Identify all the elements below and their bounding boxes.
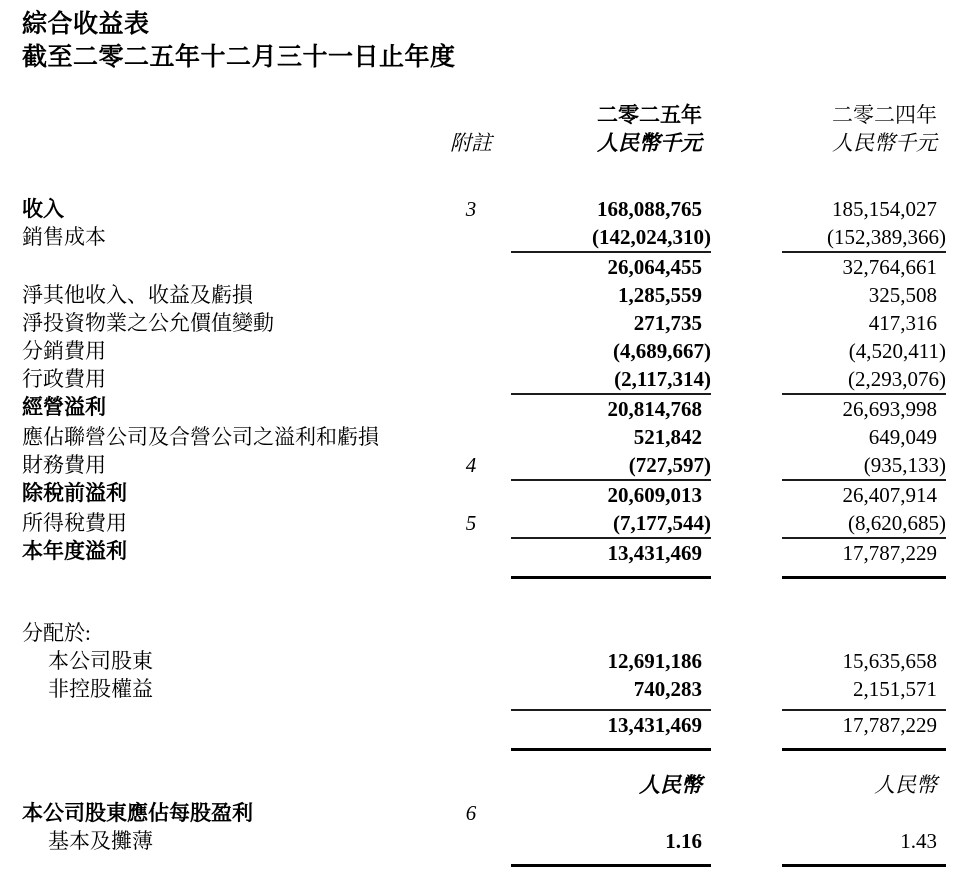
spacer-cell: [501, 537, 511, 579]
spacer-cell: [501, 799, 511, 827]
statement-title: 綜合收益表: [22, 11, 150, 38]
row-note: 4: [465, 453, 477, 477]
value-2025: 20,609,013: [511, 479, 711, 509]
table-row: [22, 251, 946, 281]
row-label: 收入: [22, 197, 64, 221]
value-2024: (152,389,366): [827, 225, 946, 249]
value-2025: (4,689,667): [613, 339, 711, 363]
value-2025: 168,088,765: [597, 197, 702, 221]
value-2024: [782, 799, 946, 827]
value-2025: 20,814,768: [511, 393, 711, 423]
spacer-cell: [501, 619, 511, 647]
value-2024: 32,764,661: [782, 251, 946, 281]
spacer-cell: [501, 129, 511, 157]
table-row: [22, 309, 946, 337]
spacer-cell: [711, 337, 782, 365]
value-2024: 26,693,998: [782, 393, 946, 423]
spacer-cell: [441, 101, 501, 129]
year-2025-header: 二零二五年: [597, 103, 702, 127]
spacer-cell: [711, 709, 782, 751]
spacer-cell: [711, 771, 782, 799]
spacer-cell: [711, 281, 782, 309]
statement-rows: [22, 195, 946, 867]
row-note: 3: [465, 197, 477, 221]
row-label: 經營溢利: [22, 395, 106, 419]
spacer-cell: [501, 675, 511, 703]
value-2025: 13,431,469: [511, 537, 711, 579]
spacer-cell: [501, 827, 511, 867]
table-row: [22, 451, 946, 479]
value-2025: 1,285,559: [618, 283, 702, 307]
spacer-cell: [501, 281, 511, 309]
value-2024: 325,508: [868, 283, 937, 307]
spacer-cell: [711, 251, 782, 281]
value-2024: 26,407,914: [782, 479, 946, 509]
table-row: [22, 537, 946, 579]
value-2024: 2,151,571: [853, 677, 937, 701]
row-label: 所得稅費用: [22, 511, 127, 535]
row-label: 非控股權益: [48, 677, 153, 701]
value-2025: 271,735: [633, 311, 702, 335]
spacer-cell: [711, 365, 782, 393]
row-label: 行政費用: [22, 367, 106, 391]
spacer-cell: [711, 195, 782, 223]
value-2025: 1.16: [511, 827, 711, 867]
row-label: 淨其他收入、收益及虧損: [22, 283, 253, 307]
value-2024: 17,787,229: [782, 537, 946, 579]
table-row: [22, 479, 946, 509]
spacer-cell: [501, 479, 511, 509]
value-2025: (142,024,310): [592, 225, 711, 249]
spacer-cell: [711, 509, 782, 537]
row-note: [441, 647, 501, 675]
row-note: [441, 771, 501, 799]
row-label: [22, 771, 441, 799]
spacer-cell: [22, 101, 441, 129]
row-label: 財務費用: [22, 453, 106, 477]
spacer-cell: [711, 101, 782, 129]
table-row: [22, 799, 946, 827]
row-label: 分配於:: [22, 621, 91, 645]
row-label: 應佔聯營公司及合營公司之溢利和虧損: [22, 425, 379, 449]
row-note: [441, 537, 501, 579]
value-2024: 649,049: [868, 425, 937, 449]
value-2025: 521,842: [633, 425, 702, 449]
value-2024: (4,520,411): [848, 339, 946, 363]
year-2024-header: 二零二四年: [832, 103, 937, 127]
column-header-units: [22, 129, 946, 157]
row-note: [441, 479, 501, 509]
spacer-cell: [711, 675, 782, 703]
value-2025: [511, 619, 711, 647]
spacer-cell: [501, 337, 511, 365]
table-row: [22, 393, 946, 423]
row-note: [441, 619, 501, 647]
table-row: [22, 423, 946, 451]
spacer-cell: [711, 393, 782, 423]
spacer-cell: [501, 309, 511, 337]
table-row: [22, 223, 946, 251]
notes-column-header: 附註: [450, 131, 492, 155]
spacer-cell: [501, 771, 511, 799]
row-note: [441, 251, 501, 281]
table-row: [22, 195, 946, 223]
row-label: 淨投資物業之公允價值變動: [22, 311, 274, 335]
spacer-cell: [501, 509, 511, 537]
value-2024: [782, 619, 946, 647]
spacer-cell: [501, 101, 511, 129]
spacer-cell: [711, 799, 782, 827]
value-2025: 740,283: [633, 677, 702, 701]
column-header-years: [22, 101, 946, 129]
table-row: [22, 675, 946, 703]
row-note: [441, 393, 501, 423]
row-note: [441, 365, 501, 393]
spacer-cell: [501, 393, 511, 423]
table-row: [22, 619, 946, 647]
value-2024: 1.43: [782, 827, 946, 867]
value-2024: (8,620,685): [848, 511, 946, 535]
unit-2025-header: 人民幣千元: [597, 131, 702, 155]
spacer-cell: [711, 479, 782, 509]
value-2024: 185,154,027: [832, 197, 937, 221]
row-note: [441, 223, 501, 251]
table-row: [22, 365, 946, 393]
value-2024: (935,133): [863, 453, 946, 477]
unit-2024-header: 人民幣千元: [832, 131, 937, 155]
table-row: [22, 771, 946, 799]
row-label: [22, 251, 441, 281]
row-note: [441, 675, 501, 703]
row-label: 本公司股東: [48, 649, 153, 673]
row-note: 5: [465, 511, 477, 535]
value-2025: 13,431,469: [511, 709, 711, 751]
row-note: [441, 709, 501, 751]
value-2025: (7,177,544): [613, 511, 711, 535]
spacer-cell: [22, 129, 441, 157]
value-2025: [511, 799, 711, 827]
spacer-cell: [711, 451, 782, 479]
spacer-cell: [501, 647, 511, 675]
row-note: 6: [465, 801, 477, 825]
spacer-cell: [711, 537, 782, 579]
spacer-cell: [711, 619, 782, 647]
value-2025: 人民幣: [639, 773, 702, 797]
spacer-cell: [501, 365, 511, 393]
spacer-cell: [501, 195, 511, 223]
table-row: [22, 709, 946, 751]
value-2025: 26,064,455: [511, 251, 711, 281]
spacer-cell: [501, 423, 511, 451]
spacer-cell: [711, 827, 782, 867]
spacer-cell: [501, 251, 511, 281]
row-label: 本公司股東應佔每股盈利: [22, 801, 253, 825]
table-row: [22, 281, 946, 309]
value-2025: (2,117,314): [614, 367, 711, 391]
row-note: [441, 309, 501, 337]
statement-period-subtitle: 截至二零二五年十二月三十一日止年度: [22, 44, 456, 71]
value-2024: 417,316: [868, 311, 937, 335]
spacer-cell: [501, 709, 511, 751]
row-note: [441, 337, 501, 365]
spacer-cell: [711, 423, 782, 451]
row-note: [441, 827, 501, 867]
spacer-cell: [711, 309, 782, 337]
row-label: 銷售成本: [22, 225, 106, 249]
value-2024: 17,787,229: [782, 709, 946, 751]
row-note: [441, 423, 501, 451]
row-label: 本年度溢利: [22, 539, 127, 563]
row-note: [441, 281, 501, 309]
value-2024: 15,635,658: [842, 649, 937, 673]
value-2025: 12,691,186: [607, 649, 702, 673]
value-2024: (2,293,076): [848, 367, 946, 391]
table-row: [22, 337, 946, 365]
table-row: [22, 509, 946, 537]
row-label: 除稅前溢利: [22, 481, 127, 505]
spacer-cell: [501, 451, 511, 479]
row-label: [22, 709, 441, 751]
table-row: [22, 827, 946, 867]
table-row: [22, 647, 946, 675]
row-label: 基本及攤薄: [48, 829, 153, 853]
spacer-cell: [501, 223, 511, 251]
spacer-cell: [711, 129, 782, 157]
value-2025: (727,597): [628, 453, 711, 477]
spacer-cell: [711, 223, 782, 251]
spacer-cell: [711, 647, 782, 675]
row-label: 分銷費用: [22, 339, 106, 363]
value-2024: 人民幣: [874, 773, 937, 797]
